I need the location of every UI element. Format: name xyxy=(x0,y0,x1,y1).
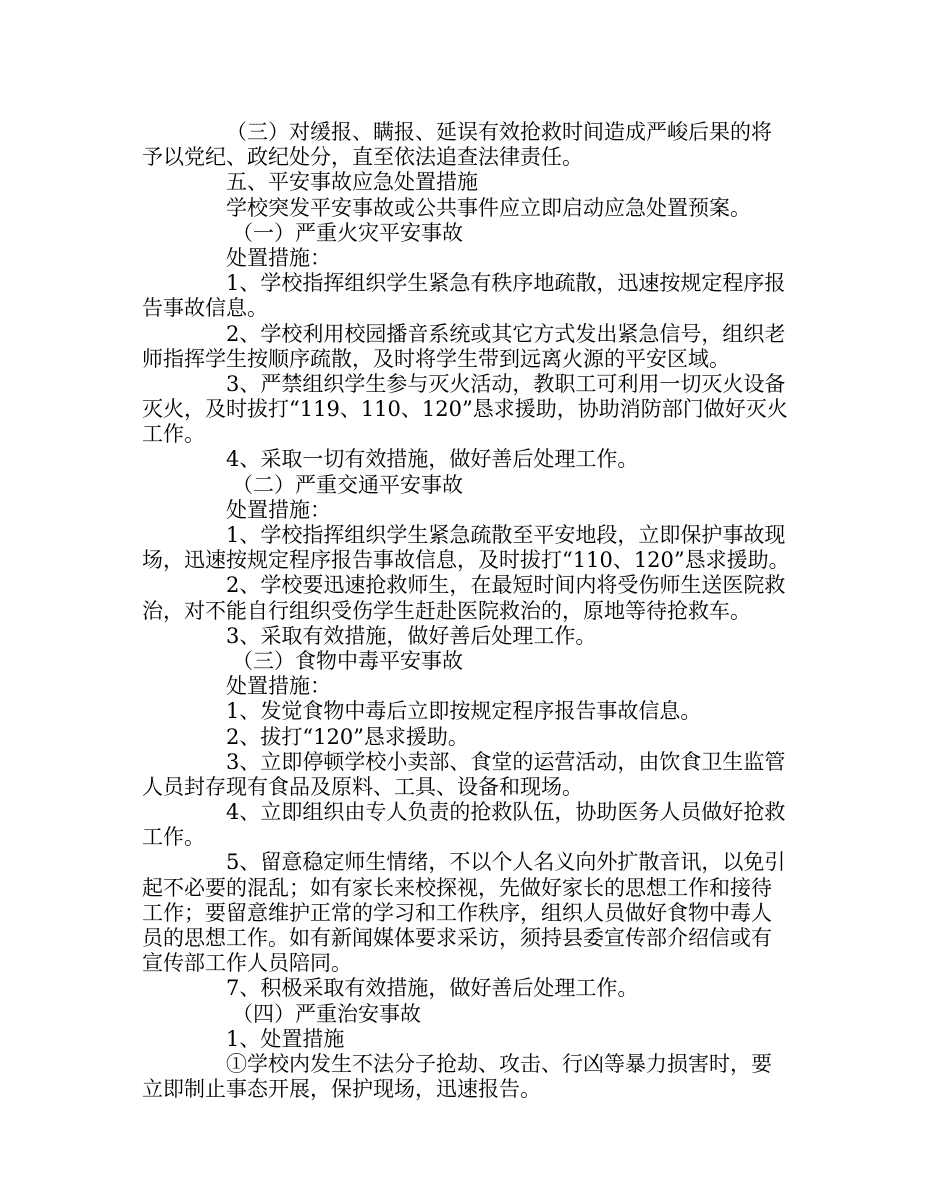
paragraph-line: 师指挥学生按顺序疏散，及时将学生带到远离火源的平安区域。 xyxy=(142,346,730,371)
paragraph-line: 1、发觉食物中毒后立即按规定程序报告事故信息。 xyxy=(226,699,702,724)
paragraph-line: 2、学校利用校园播音系统或其它方式发出紧急信号，组织老 xyxy=(226,321,786,346)
paragraph-line: 5、留意稳定师生情绪，不以个人名义向外扩散音讯，以免引 xyxy=(226,850,786,875)
paragraph-line: 处置措施： xyxy=(226,497,331,522)
paragraph-line: 1、学校指挥组织学生紧急疏散至平安地段，立即保护事故现 xyxy=(226,523,786,547)
paragraph-line: 处置措施： xyxy=(226,674,331,699)
paragraph-line: 2、拔打“120”恳求援助。 xyxy=(226,724,469,749)
paragraph-line: 场，迅速按规定程序报告事故信息，及时拔打“110、120”恳求援助。 xyxy=(142,548,790,573)
paragraph-line: 1、学校指挥组织学生紧急有秩序地疏散，迅速按规定程序报 xyxy=(226,271,786,296)
subsection-heading: （四）严重治安事故 xyxy=(232,1001,421,1026)
section-heading: 五、平安事故应急处置措施 xyxy=(226,170,478,195)
paragraph-line: 予以党纪、政纪处分，直至依法追查法律责任。 xyxy=(142,145,583,170)
paragraph-line: 处置措施： xyxy=(226,245,331,270)
document-body xyxy=(142,120,814,1102)
paragraph-line: 宣传部工作人员陪同。 xyxy=(142,951,352,976)
paragraph-line: 工作。 xyxy=(142,422,205,447)
paragraph-line: 学校突发平安事故或公共事件应立即启动应急处置预案。 xyxy=(226,195,751,220)
paragraph-line: 员的思想工作。如有新闻媒体要求采访，须持县委宣传部介绍信或有 xyxy=(142,926,772,950)
paragraph-line: ①学校内发生不法分子抢劫、攻击、行凶等暴力损害时，要 xyxy=(226,1051,772,1076)
subsection-heading: （二）严重交通平安事故 xyxy=(232,472,463,497)
paragraph-line: 起不必要的混乱；如有家长来校探视，先做好家长的思想工作和接待 xyxy=(142,875,772,900)
paragraph-line: 3、采取有效措施，做好善后处理工作。 xyxy=(226,623,597,648)
paragraph-line: 4、采取一切有效措施，做好善后处理工作。 xyxy=(226,447,639,472)
paragraph-line: 工作；要留意维护正常的学习和工作秩序，组织人员做好食物中毒人 xyxy=(142,900,772,925)
subsection-heading: （一）严重火灾平安事故 xyxy=(232,220,463,245)
paragraph-line: 3、严禁组织学生参与灭火活动，教职工可利用一切灭火设备 xyxy=(226,371,786,396)
subsection-heading: （三）食物中毒平安事故 xyxy=(232,648,463,673)
paragraph-line: 2、学校要迅速抢救师生，在最短时间内将受伤师生送医院救 xyxy=(226,573,786,598)
paragraph-line: 灭火，及时拔打“119、110、120”恳求援助，协助消防部门做好灭火 xyxy=(142,397,788,422)
paragraph-line: 告事故信息。 xyxy=(142,296,268,321)
paragraph-line: 7、积极采取有效措施，做好善后处理工作。 xyxy=(226,976,639,1001)
paragraph-line: 工作。 xyxy=(142,825,205,850)
paragraph-line: （三）对缓报、瞒报、延误有效抢救时间造成严峻后果的将 xyxy=(226,120,772,144)
paragraph-line: 立即制止事态开展，保护现场，迅速报告。 xyxy=(142,1077,541,1102)
paragraph-line: 1、处置措施 xyxy=(226,1026,345,1051)
paragraph-line: 4、立即组织由专人负责的抢救队伍，协助医务人员做好抢救 xyxy=(226,800,786,825)
paragraph-line: 3、立即停顿学校小卖部、食堂的运营活动，由饮食卫生监管 xyxy=(226,749,786,774)
paragraph-line: 人员封存现有食品及原料、工具、设备和现场。 xyxy=(142,774,583,799)
paragraph-line: 治，对不能自行组织受伤学生赶赴医院救治的，原地等待抢救车。 xyxy=(142,598,751,623)
